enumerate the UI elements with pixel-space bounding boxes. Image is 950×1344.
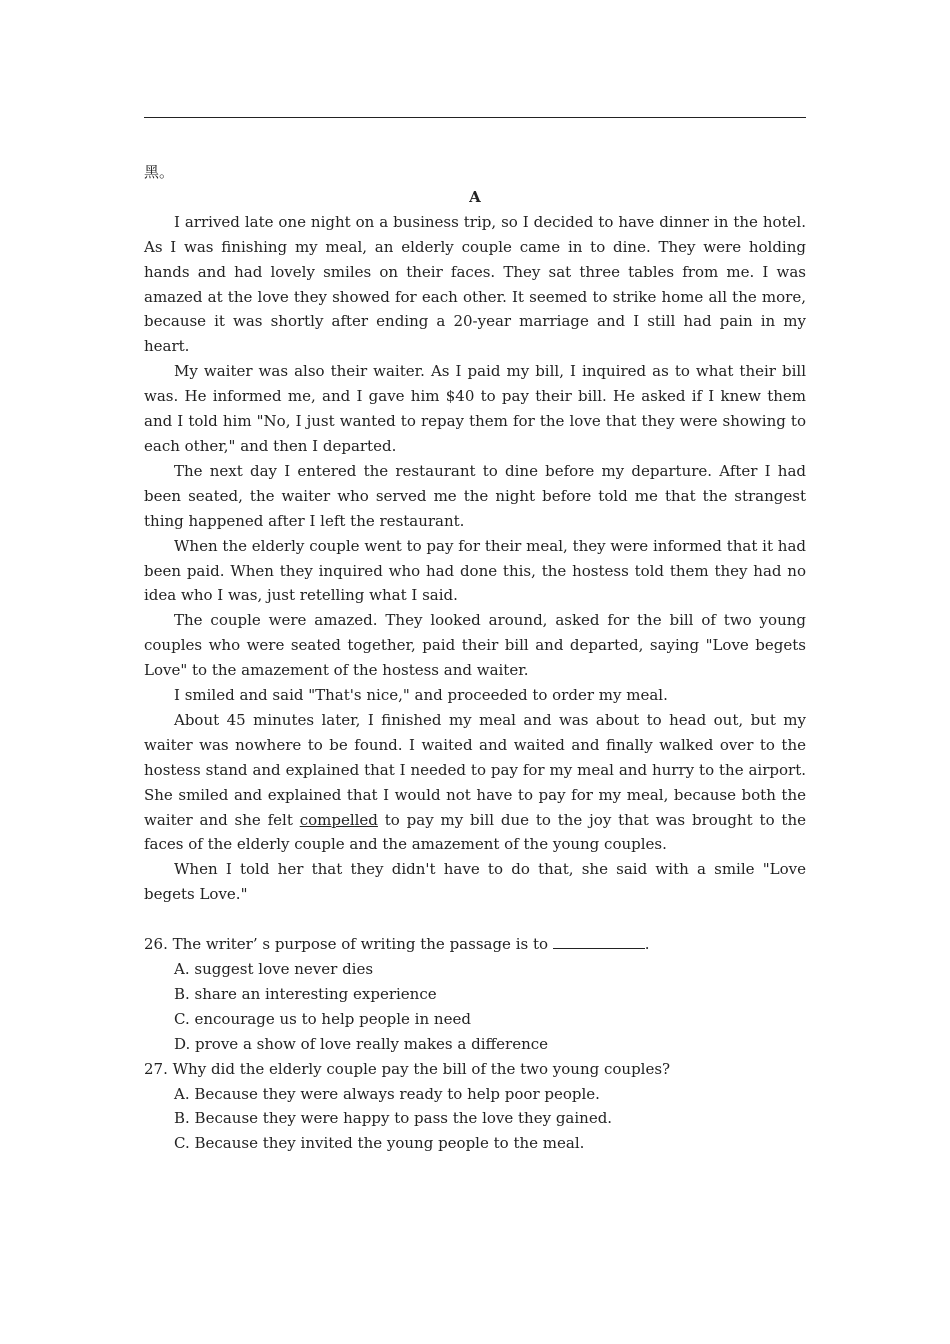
passage-paragraph [144, 459, 806, 534]
paragraph-text: When I told her that they didn't have to do that, she said with a smile "Love begets Love." [144, 860, 806, 904]
underlined-word: compelled [299, 810, 378, 829]
paragraph-text: My waiter was also their waiter. As I paid my bill, I inquired as to what their bill was. He informed me, and I gave him $40 to pay their bill. He asked if I knew them and I told him "No, I just wanted to repay them for the love that they were showing to each other," and then I departed. [144, 362, 806, 455]
passage-paragraph [144, 359, 806, 459]
leftover-text: 黑。 [144, 163, 175, 181]
question-list [144, 932, 806, 1156]
passage-paragraph [144, 534, 806, 609]
spacer [144, 907, 806, 932]
answer-option: A. Because they were always ready to help poor people. [174, 1084, 600, 1103]
paragraph-text: The couple were amazed. They looked around, asked for the bill of two young couples who were seated together, paid their bill and departed, saying "Love begets Love" to the amazement of the hostess and waiter. [144, 611, 806, 680]
document-body [144, 160, 806, 1156]
passage-paragraph [144, 708, 806, 857]
passage-paragraph [144, 683, 806, 708]
question-text: . [644, 935, 650, 954]
question-stem [144, 1057, 806, 1082]
passage-paragraph [144, 608, 806, 683]
answer-option: A. suggest love never dies [174, 959, 374, 978]
question-text: 26. The writer’ s purpose of writing the passage is to [144, 935, 553, 954]
paragraph-text: to pay my bill due to the joy that was brought to the faces of the elderly couple and the amazement of the young couples. [144, 810, 806, 854]
passage-paragraph [144, 210, 806, 359]
answer-blank [553, 934, 645, 949]
paragraph-text: About 45 minutes later, I finished my meal and was about to head out, but my waiter was nowhere to be found. I waited and waited and finally walked over to the hostess stand and explained that I needed to pay for my meal and hurry to the airport. She smiled and explained that I would not have to pay for my meal, because both the waiter and she felt [144, 710, 806, 829]
question-stem [144, 932, 806, 957]
passage-paragraph [144, 857, 806, 907]
answer-option: D. prove a show of love really makes a difference [174, 1034, 549, 1053]
paragraph-text: I arrived late one night on a business trip, so I decided to have dinner in the hotel. As I was finishing my meal, an elderly couple came in to dine. They were holding hands and had lovely smiles on their faces. They sat three tables from me. I was amazed at the love they showed for each other. It seemed to strike home all the more, because it was shortly after ending a 20-year marriage and I still had pain in my heart. [144, 212, 806, 356]
answer-option: C. encourage us to help people in need [174, 1009, 471, 1028]
answer-option: B. share an interesting experience [174, 984, 437, 1003]
answer-option: B. Because they were happy to pass the love they gained. [174, 1109, 613, 1128]
passage-title: A [469, 187, 481, 206]
paragraph-text: The next day I entered the restaurant to dine before my departure. After I had been seated, the waiter who served me the night before told me that the strangest thing happened after I left the restaurant. [144, 461, 806, 530]
paragraph-text: When the elderly couple went to pay for their meal, they were informed that it had been paid. When they inquired who had done this, the hostess told them they had no idea who I was, just retelling what I said. [144, 536, 806, 605]
answer-option: C. Because they invited the young people to the meal. [174, 1134, 585, 1153]
passage-text [144, 210, 806, 907]
header-rule [144, 117, 806, 118]
paragraph-text: I smiled and said "That's nice," and proceeded to order my meal. [174, 686, 668, 705]
question-text: 27. Why did the elderly couple pay the bill of the two young couples? [144, 1059, 671, 1078]
